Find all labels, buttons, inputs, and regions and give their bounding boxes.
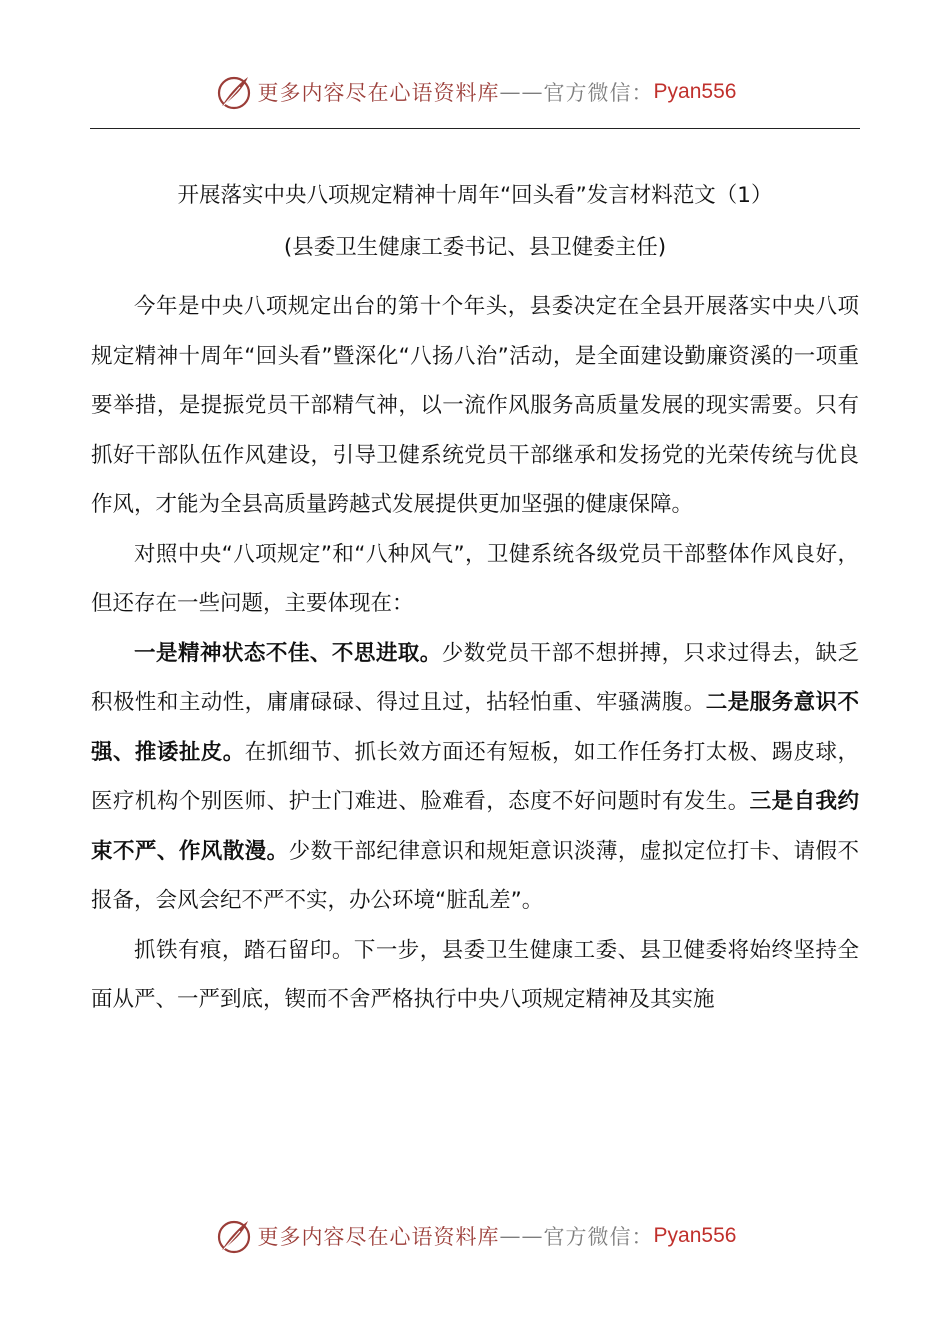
wechat-label: 官方微信：	[543, 1225, 654, 1249]
problem-3-heading: 三是自我约束不严、作风散漫。	[91, 789, 859, 864]
document-body	[91, 170, 859, 1025]
problem-2-text: 在抓细节、抓长效方面还有短板，如工作任务打太极、踢皮球，医疗机构个别医师、护士门难进、脸难看，态度不好问题时有发生。	[91, 739, 859, 814]
paragraph-2: 对照中央“八项规定”和“八种风气”，卫健系统各级党员干部整体作风良好，但还存在一些问题，主要体现在：	[91, 541, 859, 616]
wechat-id: Pyan556	[653, 80, 737, 103]
header-watermark	[0, 70, 950, 114]
problem-2-heading: 二是服务意识不强、推诿扯皮。	[91, 690, 859, 765]
quill-logo-icon	[214, 1216, 254, 1256]
dash-separator: ——	[499, 80, 544, 104]
brand-text: 更多内容尽在心语资料库	[257, 1225, 500, 1249]
document-subtitle: (县委卫生健康工委书记、县卫健委主任)	[283, 235, 667, 260]
problem-1-text: 少数党员干部不想拼搏，只求过得去，缺乏积极性和主动性，庸庸碌碌、得过且过，拈轻怕重、牢骚满腹。	[91, 640, 859, 715]
problem-3-text: 少数干部纪律意识和规矩意识淡薄，虚拟定位打卡、请假不报备，会风会纪不严不实，办公环境“脏乱差”。	[91, 838, 859, 913]
dash-separator: ——	[499, 1224, 544, 1248]
header-divider	[90, 128, 860, 129]
wechat-id: Pyan556	[653, 1224, 737, 1247]
brand-text: 更多内容尽在心语资料库	[257, 81, 500, 105]
document-title: 开展落实中央八项规定精神十周年“回头看”发言材料范文（1）	[177, 183, 773, 208]
paragraph-1: 今年是中央八项规定出台的第十个年头，县委决定在全县开展落实中央八项规定精神十周年“回头看”暨深化“八扬八治”活动，是全面建设勤廉资溪的一项重要举措，是提振党员干部精气神，以一流作风服务高质量发展的现实需要。只有抓好干部队伍作风建设，引导卫健系统党员干部继承和发扬党的光荣传统与优良作风，才能为全县高质量跨越式发展提供更加坚强的健康保障。	[91, 294, 859, 517]
footer-watermark	[0, 1214, 950, 1258]
paragraph-4: 抓铁有痕，踏石留印。下一步，县委卫生健康工委、县卫健委将始终坚持全面从严、一严到底，锲而不舍严格执行中央八项规定精神及其实施	[91, 937, 859, 1012]
wechat-label: 官方微信：	[543, 81, 654, 105]
quill-logo-icon	[214, 72, 254, 112]
paragraph-3	[91, 629, 859, 926]
problem-1-heading: 一是精神状态不佳、不思进取。	[134, 640, 442, 666]
